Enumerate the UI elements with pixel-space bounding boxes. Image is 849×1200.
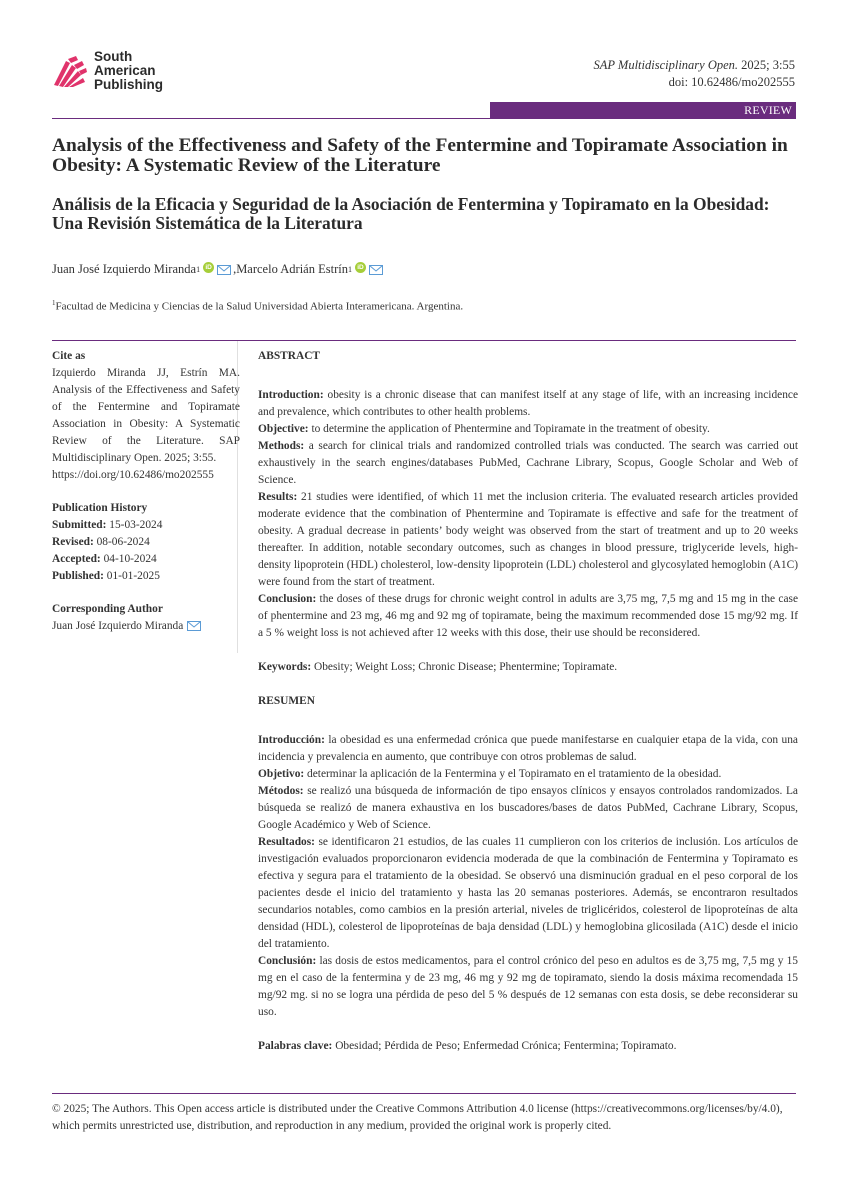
footer-divider [52, 1093, 796, 1094]
conclusion-label: Conclusión: [258, 955, 317, 967]
resumen-results [258, 834, 798, 953]
license-footer: © 2025; The Authors. This Open access article is distributed under the Creative Commons Attribution 4.0 license (https://creativecommons.org/licenses/by/4.0), which permits unrestricted use, distribution, and reproduction in any medium, provided the original work is properly cited. [52, 1103, 783, 1132]
email-icon[interactable] [187, 621, 201, 631]
resumen-keywords [258, 1038, 798, 1055]
resumen-objective [258, 766, 798, 783]
email-icon[interactable] [369, 265, 383, 275]
corresponding-name: Juan José Izquierdo Miranda [52, 620, 184, 632]
submitted-label: Submitted: [52, 519, 107, 531]
intro-label: Introduction: [258, 389, 324, 401]
publisher-name [94, 50, 163, 92]
conclusion-label: Conclusion: [258, 593, 317, 605]
publisher-logo [52, 50, 163, 92]
author-1-name: Juan José Izquierdo Miranda [52, 262, 197, 276]
keywords-label: Palabras clave: [258, 1040, 333, 1052]
methods-label: Métodos: [258, 785, 304, 797]
citation-url[interactable]: https://doi.org/10.62486/mo202555 [52, 469, 214, 481]
intro-text: la obesidad es una enfermedad crónica que puede manifestarse en cualquier etapa de la vida, con una incidencia y prevalencia en aumento, que contribuye con otros problemas de salud. [258, 734, 798, 763]
results-text: 21 studies were identified, of which 11 met the inclusion criteria. The evaluated research articles provided moderate evidence that the combination of Phentermine and Topiramate is effective and safe for the treatment of obesity. A gradual decrease in patients’ body weight was observed from the start of treatment and up to 20 weeks thereafter. In addition, notable secondary outcomes, such as changes in blood pressure, triglyceride levels, high-density lipoprotein (HDL) cholesterol, low-density lipoprotein (LDL) cholesterol and glycosylated hemoglobin (A1C) were found from the start of treatment. [258, 491, 798, 588]
journal-name: SAP Multidisciplinary Open. [593, 58, 739, 72]
email-icon[interactable] [217, 265, 231, 275]
header-divider [52, 118, 796, 119]
author-separator: , [233, 262, 237, 276]
keywords-text: Obesidad; Pérdida de Peso; Enfermedad Crónica; Fentermina; Topiramato. [332, 1040, 677, 1052]
results-text: se identificaron 21 estudios, de las cuales 11 cumplieron con los criterios de inclusión. Los artículos de investigación evaluados proporcionaron evidencia moderada de que la combinación de Fentermina y Topiramato es efectiva y segura para el tratamiento de la obesidad. Se observó una disminución gradual en el peso corporal de los pacientes desde el inicio del tratamiento y hasta las 20 semanas posteriores. Además, se encontraron resultados secundarios notables, como cambios en la presión arterial, niveles de triglicéridos, colesterol de lipoproteínas de alta densidad (HDL), colesterol de lipoproteínas de baja densidad (LDL) y hemoglobina glicosilada (A1C) desde el inicio del tratamiento. [258, 836, 798, 950]
results-label: Resultados: [258, 836, 315, 848]
resumen-methods [258, 783, 798, 834]
abstract-keywords [258, 659, 798, 676]
author-2-name: Marcelo Adrián Estrín [236, 262, 348, 276]
journal-info [594, 57, 796, 91]
content-divider [52, 340, 796, 341]
logo-line-2: American [94, 63, 156, 78]
published-value: 01-01-2025 [103, 570, 160, 582]
published-label: Published: [52, 570, 104, 582]
abstract-column [258, 348, 798, 1055]
keywords-text: Obesity; Weight Loss; Chronic Disease; Phentermine; Topiramate. [311, 661, 618, 673]
logo-line-3: Publishing [94, 77, 163, 92]
doi[interactable]: doi: 10.62486/mo202555 [668, 75, 795, 89]
keywords-label: Keywords: [258, 661, 312, 673]
accepted-label: Accepted: [52, 553, 101, 565]
resumen-conclusion [258, 953, 798, 1021]
logo-line-1: South [94, 49, 133, 64]
publisher-logo-icon [52, 55, 88, 87]
orcid-icon[interactable]: iD [355, 262, 366, 273]
corresponding-heading: Corresponding Author [52, 603, 163, 615]
author-2-affil: 1 [347, 265, 352, 274]
objective-label: Objective: [258, 423, 309, 435]
submitted-value: 15-03-2024 [106, 519, 163, 531]
author-1-affil: 1 [196, 265, 201, 274]
abstract-introduction [258, 387, 798, 421]
methods-label: Methods: [258, 440, 305, 452]
results-label: Results: [258, 491, 298, 503]
affiliation [52, 299, 463, 313]
affiliation-text: Facultad de Medicina y Ciencias de la Salud Universidad Abierta Interamericana. Argentina. [55, 300, 464, 313]
title-spanish: Análisis de la Eficacia y Seguridad de la Asociación de Fentermina y Topiramato en la Obesidad: Una Revisión Sistemática de la Literatura [52, 194, 770, 233]
affiliation-number: 1 [52, 299, 56, 307]
sidebar [52, 348, 240, 635]
citation-text: Izquierdo Miranda JJ, Estrín MA. Analysis of the Effectiveness and Safety of the Fentermine and Topiramate Association in Obesity: A Systematic Review of the Literature. SAP Multidisciplinary Open. 2025; 3:55. [52, 367, 240, 464]
abstract-heading: ABSTRACT [258, 350, 321, 362]
objective-text: to determine the application of Phentermine and Topiramate in the treatment of obesity. [308, 423, 710, 435]
abstract-objective [258, 421, 798, 438]
objective-label: Objetivo: [258, 768, 305, 780]
abstract-conclusion [258, 591, 798, 642]
cite-heading: Cite as [52, 350, 86, 362]
abstract-results [258, 489, 798, 591]
methods-text: se realizó una búsqueda de información de tipo ensayos clínicos y ensayos controlados randomizados. La búsqueda se realizó de manera exhaustiva en los buscadores/bases de datos PubMed, Cachrane Library, Scopus, Google Académico y Web of Science. [258, 785, 798, 831]
section-label-bar [490, 102, 796, 119]
conclusion-text: las dosis de estos medicamentos, para el control crónico del peso en adultos es de 3,75 mg, 7,5 mg y 15 mg en el caso de la fentermina y de 23 mg, 46 mg y 92 mg de topiramato, siendo la dosis máxima recomendada 15 mg/92 mg. si no se logra una pérdida de peso del 5 % después de 12 semanas con esta dosis, se debe reconsiderar su uso. [258, 955, 798, 1018]
revised-label: Revised: [52, 536, 94, 548]
resumen-heading: RESUMEN [258, 695, 315, 707]
revised-value: 08-06-2024 [93, 536, 150, 548]
journal-issue: 2025; 3:55 [738, 58, 795, 72]
intro-text: obesity is a chronic disease that can manifest itself at any stage of life, with an increasing incidence and prevalence, which contributes to other health problems. [258, 389, 798, 418]
abstract-methods [258, 438, 798, 489]
intro-label: Introducción: [258, 734, 325, 746]
objective-text: determinar la aplicación de la Fentermina y el Topiramato en el tratamiento de la obesidad. [304, 768, 722, 780]
author-list [52, 262, 385, 277]
history-heading: Publication History [52, 502, 148, 514]
conclusion-text: the doses of these drugs for chronic weight control in adults are 3,75 mg, 7,5 mg and 15 mg in the case of phentermine and 23 mg, 46 mg and 92 mg of topiramate, being the maximum recommended dose 15 mg/92 mg. If a 5 % weight loss is not achieved after 12 weeks with this dose, their use should be reconsidered. [258, 593, 798, 639]
orcid-icon[interactable]: iD [203, 262, 214, 273]
accepted-value: 04-10-2024 [100, 553, 157, 565]
title-english: Analysis of the Effectiveness and Safety of the Fentermine and Topiramate Association in Obesity: A Systematic Review of the Literature [52, 135, 788, 176]
resumen-introduction [258, 732, 798, 766]
section-label: REVIEW [744, 103, 792, 117]
methods-text: a search for clinical trials and randomized controlled trials was conducted. The search was carried out exhaustively in the search engines/databases PubMed, Cachrane Library, Scopus, Google Scholar and Web of Science. [258, 440, 798, 486]
